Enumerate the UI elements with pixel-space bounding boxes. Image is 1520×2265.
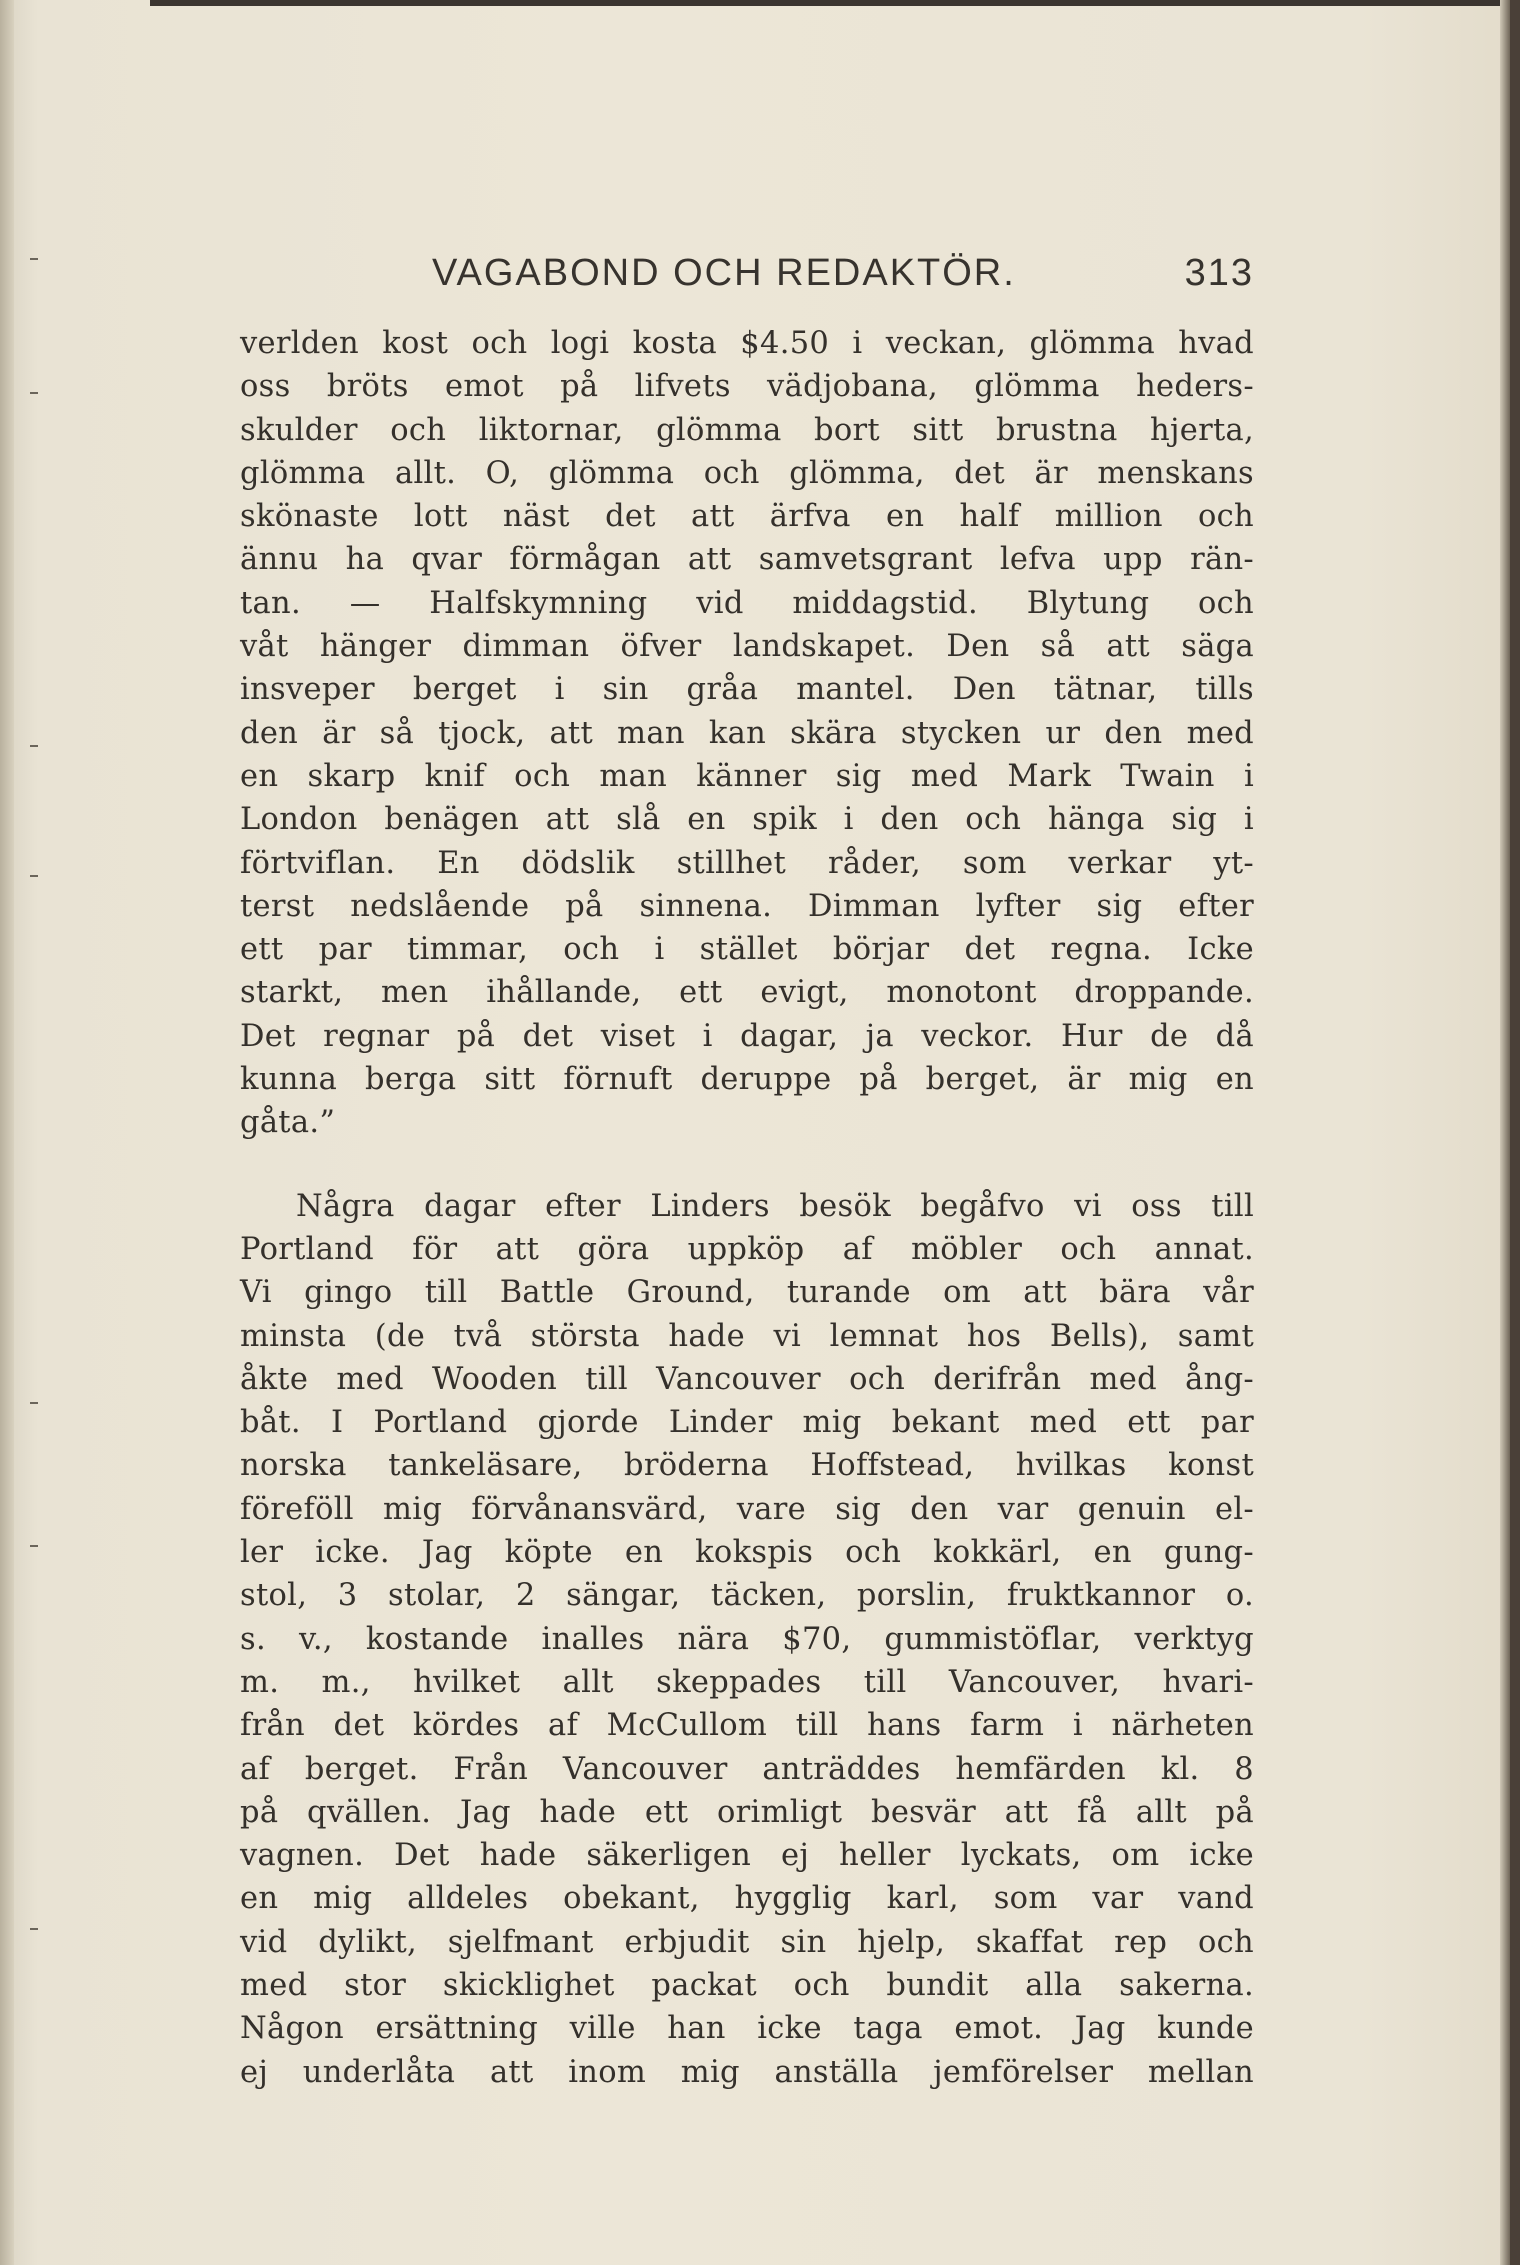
text-line: minsta (de två största hade vi lemnat hos Bells), samt xyxy=(240,1318,1254,1354)
paragraph-gap xyxy=(240,1145,1254,1185)
chapter-title: VAGABOND OCH REDAKTÖR. xyxy=(432,252,1016,294)
paragraph-1 xyxy=(240,322,1254,1145)
text-line: ännu ha qvar förmågan att samvetsgrant lefva upp rän- xyxy=(240,542,1254,578)
page-right-edge xyxy=(1500,0,1510,2265)
page-top-edge xyxy=(150,0,1500,6)
text-line: med stor skicklighet packat och bundit alla sakerna. xyxy=(240,1967,1254,2003)
text-line: ler icke. Jag köpte en kokspis och kokkärl, en gung- xyxy=(240,1535,1254,1571)
page-number: 313 xyxy=(1184,252,1254,294)
text-line: en skarp knif och man känner sig med Mark Twain i xyxy=(240,758,1254,794)
text-line: skulder och liktornar, glömma bort sitt brustna hjerta, xyxy=(240,412,1254,448)
margin-mark xyxy=(30,1402,38,1404)
text-line: förtviflan. En dödslik stillhet råder, som verkar yt- xyxy=(240,845,1254,881)
text-line: Någon ersättning ville han icke taga emot. Jag kunde xyxy=(240,2011,1254,2047)
text-line: terst nedslående på sinnena. Dimman lyfter sig efter xyxy=(240,888,1254,924)
page-body xyxy=(240,322,1254,2094)
text-line: oss bröts emot på lifvets vädjobana, glömma heders- xyxy=(240,369,1254,405)
margin-mark xyxy=(30,1545,38,1547)
text-line: på qvällen. Jag hade ett orimligt besvär att få allt på xyxy=(240,1794,1254,1830)
margin-mark xyxy=(30,392,38,394)
page-gutter xyxy=(0,0,14,2265)
margin-mark xyxy=(30,875,38,877)
text-line: norska tankeläsare, bröderna Hoffstead, hvilkas konst xyxy=(240,1448,1254,1484)
text-line: en mig alldeles obekant, hygglig karl, som var vand xyxy=(240,1881,1254,1917)
text-line: båt. I Portland gjorde Linder mig bekant med ett par xyxy=(240,1405,1254,1441)
text-line: ett par timmar, och i stället börjar det regna. Icke xyxy=(240,932,1254,968)
text-line: m. m., hvilket allt skeppades till Vancouver, hvari- xyxy=(240,1664,1254,1700)
text-line: Vi gingo till Battle Ground, turande om att bära vår xyxy=(240,1275,1254,1311)
text-line: den är så tjock, att man kan skära stycken ur den med xyxy=(240,715,1254,751)
text-line: Det regnar på det viset i dagar, ja veckor. Hur de då xyxy=(240,1018,1254,1054)
text-line: skönaste lott näst det att ärfva en half million och xyxy=(240,499,1254,535)
text-line: af berget. Från Vancouver anträddes hemfärden kl. 8 xyxy=(240,1751,1254,1787)
text-line: s. v., kostande inalles nära $70, gummistöflar, verktyg xyxy=(240,1621,1254,1657)
text-line: verlden kost och logi kosta $4.50 i veckan, glömma hvad xyxy=(240,326,1254,361)
text-line: ej underlåta att inom mig anställa jemförelser mellan xyxy=(240,2054,1254,2090)
text-line: vagnen. Det hade säkerligen ej heller lyckats, om icke xyxy=(240,1838,1254,1874)
text-line: insveper berget i sin gråa mantel. Den tätnar, tills xyxy=(240,672,1254,708)
text-line: åkte med Wooden till Vancouver och derifrån med ång- xyxy=(240,1361,1254,1397)
text-line: våt hänger dimman öfver landskapet. Den så att säga xyxy=(240,629,1254,665)
paragraph-2 xyxy=(240,1185,1254,2094)
running-header xyxy=(432,252,1254,308)
text-line: Portland för att göra uppköp af möbler och annat. xyxy=(240,1231,1254,1267)
text-line: gåta.” xyxy=(240,1105,336,1141)
text-line: tan. — Halfskymning vid middagstid. Blytung och xyxy=(240,585,1254,621)
text-line: kunna berga sitt förnuft deruppe på berget, är mig en xyxy=(240,1062,1254,1098)
text-line: vid dylikt, sjelfmant erbjudit sin hjelp, skaffat rep och xyxy=(240,1924,1254,1960)
margin-mark xyxy=(30,258,38,260)
text-line: stol, 3 stolar, 2 sängar, täcken, porslin, fruktkannor o. xyxy=(240,1578,1254,1614)
text-line: starkt, men ihållande, ett evigt, monotont droppande. xyxy=(240,975,1254,1011)
text-line: London benägen att slå en spik i den och hänga sig i xyxy=(240,802,1254,838)
text-line: Några dagar efter Linders besök begåfvo vi oss till xyxy=(296,1188,1254,1224)
text-line: från det kördes af McCullom till hans farm i närheten xyxy=(240,1708,1254,1744)
text-line: glömma allt. O, glömma och glömma, det är menskans xyxy=(240,455,1254,491)
margin-mark xyxy=(30,745,38,747)
text-line: föreföll mig förvånansvärd, vare sig den var genuin el- xyxy=(240,1491,1254,1527)
margin-mark xyxy=(30,1928,38,1930)
